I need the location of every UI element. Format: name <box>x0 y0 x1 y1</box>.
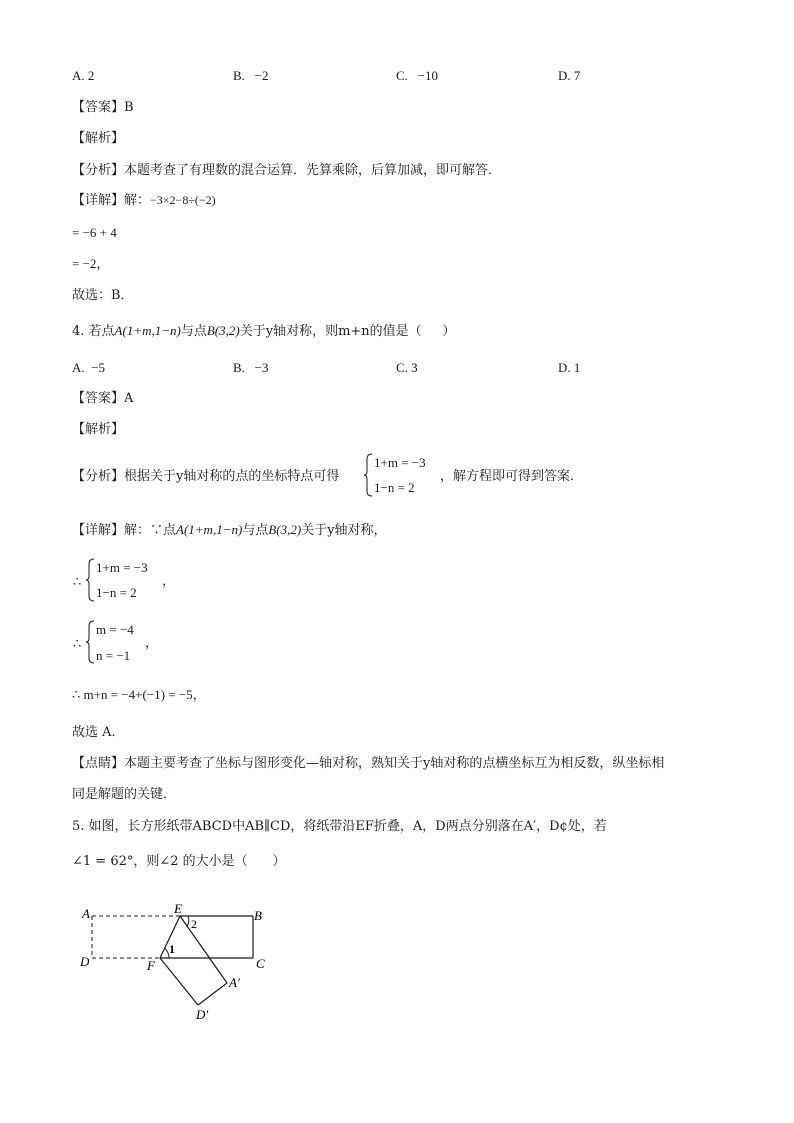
q4-comment-line-2: 同是解题的关键． <box>72 787 177 802</box>
fig-label-f: F <box>147 958 155 973</box>
q4-conclusion: 故选 A． <box>72 725 125 740</box>
q3-option-d: D. 7 <box>558 68 581 83</box>
q4-sys2-eq-1: m = −4 <box>96 622 134 637</box>
q4-analysis-heading: 【解析】 <box>72 422 125 437</box>
fig-label-a-prime: A′ <box>229 975 240 990</box>
q3-step-1: = −6 + 4 <box>72 225 117 240</box>
q4-stem-tail: 关于y轴对称，则m+n的值是（ ） <box>239 324 456 339</box>
q3-detail-expr: −3×2−8÷(−2) <box>150 193 216 207</box>
q4-option-d: D. 1 <box>558 360 581 375</box>
q4-sys1-eq-1: 1+m = −3 <box>96 560 148 575</box>
fig-label-a: A <box>82 906 90 921</box>
q4-analysis-eq-1: 1+m = −3 <box>374 455 426 470</box>
q3-detail <box>72 194 216 207</box>
q4-detail-tail: 关于y轴对称， <box>301 523 387 538</box>
q4-stem-mid: 与点 <box>180 324 207 339</box>
q3-option-a: A. 2 <box>72 68 95 83</box>
q4-detail-pre: 【详解】解：∵点 <box>72 523 177 538</box>
fig-d-prime-a-prime <box>198 983 227 1005</box>
q4-analysis-post: ，解方程即可得到答案． <box>440 469 584 484</box>
q4-stem-num: 4. 若点 <box>72 324 115 339</box>
q4-therefore-1: ∴ <box>73 574 82 589</box>
q4-point-b: B(3,2) <box>206 323 240 338</box>
q4-sys2-tail: ， <box>145 636 159 651</box>
fig-label-e: E <box>174 901 182 916</box>
q4-option-c: C. 3 <box>396 360 418 375</box>
q4-detail <box>72 523 387 537</box>
q4-therefore-2: ∴ <box>73 636 82 651</box>
q4-sys2-brace <box>85 620 95 664</box>
q3-conclusion: 故选：B． <box>72 288 134 303</box>
q4-detail-point-b: B(3,2) <box>268 522 302 537</box>
q5-figure <box>70 898 290 1028</box>
q4-sys1-eq-2: 1−n = 2 <box>96 585 137 600</box>
fig-label-2: 2 <box>191 917 197 931</box>
q4-stem <box>72 324 455 338</box>
q4-sys2-eq-2: n = −1 <box>96 648 131 663</box>
q5-line-1: 5. 如图，长方形纸带ABCD中AB∥CD，将纸带沿EF折叠，A，D两点分别落在A′，D¢处，若 <box>72 819 607 834</box>
q5-line-2: ∠1 = 62°，则∠2 的大小是（ ） <box>72 854 286 869</box>
q3-step-2: = −2， <box>72 256 110 271</box>
q3-analysis: 【分析】本题考查了有理数的混合运算．先算乘除，后算加减，即可解答． <box>72 163 502 178</box>
q4-analysis-eq-2: 1−n = 2 <box>374 480 415 495</box>
q4-answer: 【答案】A <box>72 391 134 406</box>
q4-option-b: B. −3 <box>233 360 269 375</box>
fig-ea-prime <box>180 916 227 983</box>
q4-option-a: A. −5 <box>72 360 105 375</box>
q3-answer: 【答案】B <box>72 100 134 115</box>
fig-angle-2-arc <box>187 916 189 926</box>
q4-sys1-brace <box>85 558 95 602</box>
q4-analysis-brace <box>363 453 373 497</box>
q4-comment-line-1: 【点睛】本题主要考查了坐标与图形变化—轴对称，熟知关于y轴对称的点横坐标互为相反数，纵坐标相 <box>72 756 665 771</box>
q3-option-b: B. −2 <box>233 68 269 83</box>
fig-label-d: D <box>80 954 90 969</box>
q4-result: ∴ m+n = −4+(−1) = −5， <box>72 687 206 702</box>
fig-fd-prime <box>160 958 198 1005</box>
q3-option-c: C. −10 <box>396 68 439 83</box>
fig-label-1: 1 <box>169 942 175 956</box>
q3-detail-label: 【详解】解： <box>72 193 151 208</box>
q4-point-a: A(1+m,1−n) <box>114 323 181 338</box>
q4-detail-point-a: A(1+m,1−n) <box>176 522 243 537</box>
fig-label-d-prime: D′ <box>196 1007 209 1022</box>
fig-label-b: B <box>254 908 262 923</box>
q4-analysis-pre: 【分析】根据关于y轴对称的点的坐标特点可得 <box>72 469 340 484</box>
fig-label-c: C <box>256 956 265 971</box>
q4-sys1-tail: ， <box>162 574 176 589</box>
q3-analysis-heading: 【解析】 <box>72 131 125 146</box>
q4-detail-mid: 与点 <box>242 523 269 538</box>
